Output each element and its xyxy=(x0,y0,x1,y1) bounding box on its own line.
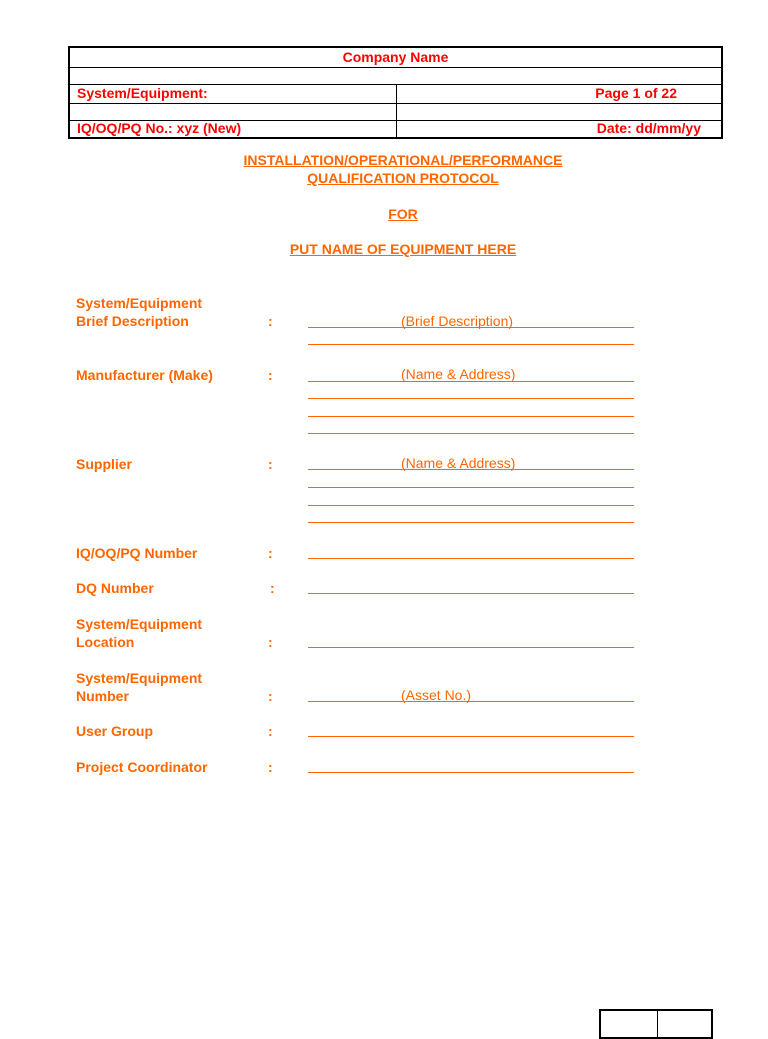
location-label-line2: Location xyxy=(76,634,135,650)
asset-number-placeholder: (Asset No.) xyxy=(401,687,472,703)
dq-number-label: DQ Number xyxy=(76,580,154,596)
supplier-placeholder: (Name & Address) xyxy=(401,455,516,471)
company-name: Company Name xyxy=(342,49,449,65)
signature-table-divider xyxy=(657,1011,658,1037)
supplier-field-line[interactable] xyxy=(308,469,634,470)
location-label-line1: System/Equipment xyxy=(76,616,203,632)
manufacturer-label: Manufacturer (Make) xyxy=(76,367,213,383)
protocol-title-for: FOR xyxy=(388,206,418,222)
header-blank-row xyxy=(70,67,721,85)
equipment-name-title: PUT NAME OF EQUIPMENT HERE xyxy=(289,241,517,257)
signature-table xyxy=(599,1009,713,1039)
manufacturer-field-line[interactable] xyxy=(308,381,634,382)
manufacturer-placeholder: (Name & Address) xyxy=(401,366,516,382)
company-name-row xyxy=(70,48,721,68)
colon: : xyxy=(268,545,273,561)
supplier-label: Supplier xyxy=(76,456,133,472)
location-field-line[interactable] xyxy=(308,647,634,648)
header-divider xyxy=(396,84,397,137)
protocol-title-line1: INSTALLATION/OPERATIONAL/PERFORMANCE xyxy=(243,152,563,168)
brief-description-label-line1: System/Equipment xyxy=(76,295,203,311)
colon: : xyxy=(270,580,275,596)
manufacturer-field-line[interactable] xyxy=(308,398,634,399)
colon: : xyxy=(268,723,273,739)
system-equipment-label: System/Equipment: xyxy=(77,85,208,101)
brief-description-field-line[interactable] xyxy=(308,344,634,345)
iq-number-label: IQ/OQ/PQ No.: xyz (New) xyxy=(77,120,242,136)
iq-oq-pq-number-label: IQ/OQ/PQ Number xyxy=(76,545,198,561)
user-group-field-line[interactable] xyxy=(308,736,634,737)
manufacturer-field-line[interactable] xyxy=(308,433,634,434)
supplier-field-line[interactable] xyxy=(308,487,634,488)
colon: : xyxy=(268,456,273,472)
supplier-field-line[interactable] xyxy=(308,522,634,523)
equipment-number-label-line1: System/Equipment xyxy=(76,670,203,686)
equipment-number-label-line2: Number xyxy=(76,688,129,704)
equipment-number-field-line[interactable] xyxy=(308,701,634,702)
user-group-label: User Group xyxy=(76,723,154,739)
project-coordinator-label: Project Coordinator xyxy=(76,759,208,775)
page-number: Page 1 of 22 xyxy=(595,85,677,101)
colon: : xyxy=(268,688,273,704)
dq-number-field-line[interactable] xyxy=(308,593,634,594)
colon: : xyxy=(268,367,273,383)
date-label: Date: dd/mm/yy xyxy=(596,120,701,136)
protocol-title-line2: QUALIFICATION PROTOCOL xyxy=(307,170,499,186)
colon: : xyxy=(268,759,273,775)
header-table xyxy=(68,46,723,139)
brief-description-placeholder: (Brief Description) xyxy=(401,313,514,329)
manufacturer-field-line[interactable] xyxy=(308,416,634,417)
brief-description-field-line[interactable] xyxy=(308,327,634,328)
project-coordinator-field-line[interactable] xyxy=(308,772,634,773)
brief-description-label-line2: Brief Description xyxy=(76,313,189,329)
iq-oq-pq-number-field-line[interactable] xyxy=(308,558,634,559)
colon: : xyxy=(268,634,273,650)
colon: : xyxy=(268,313,273,329)
supplier-field-line[interactable] xyxy=(308,505,634,506)
